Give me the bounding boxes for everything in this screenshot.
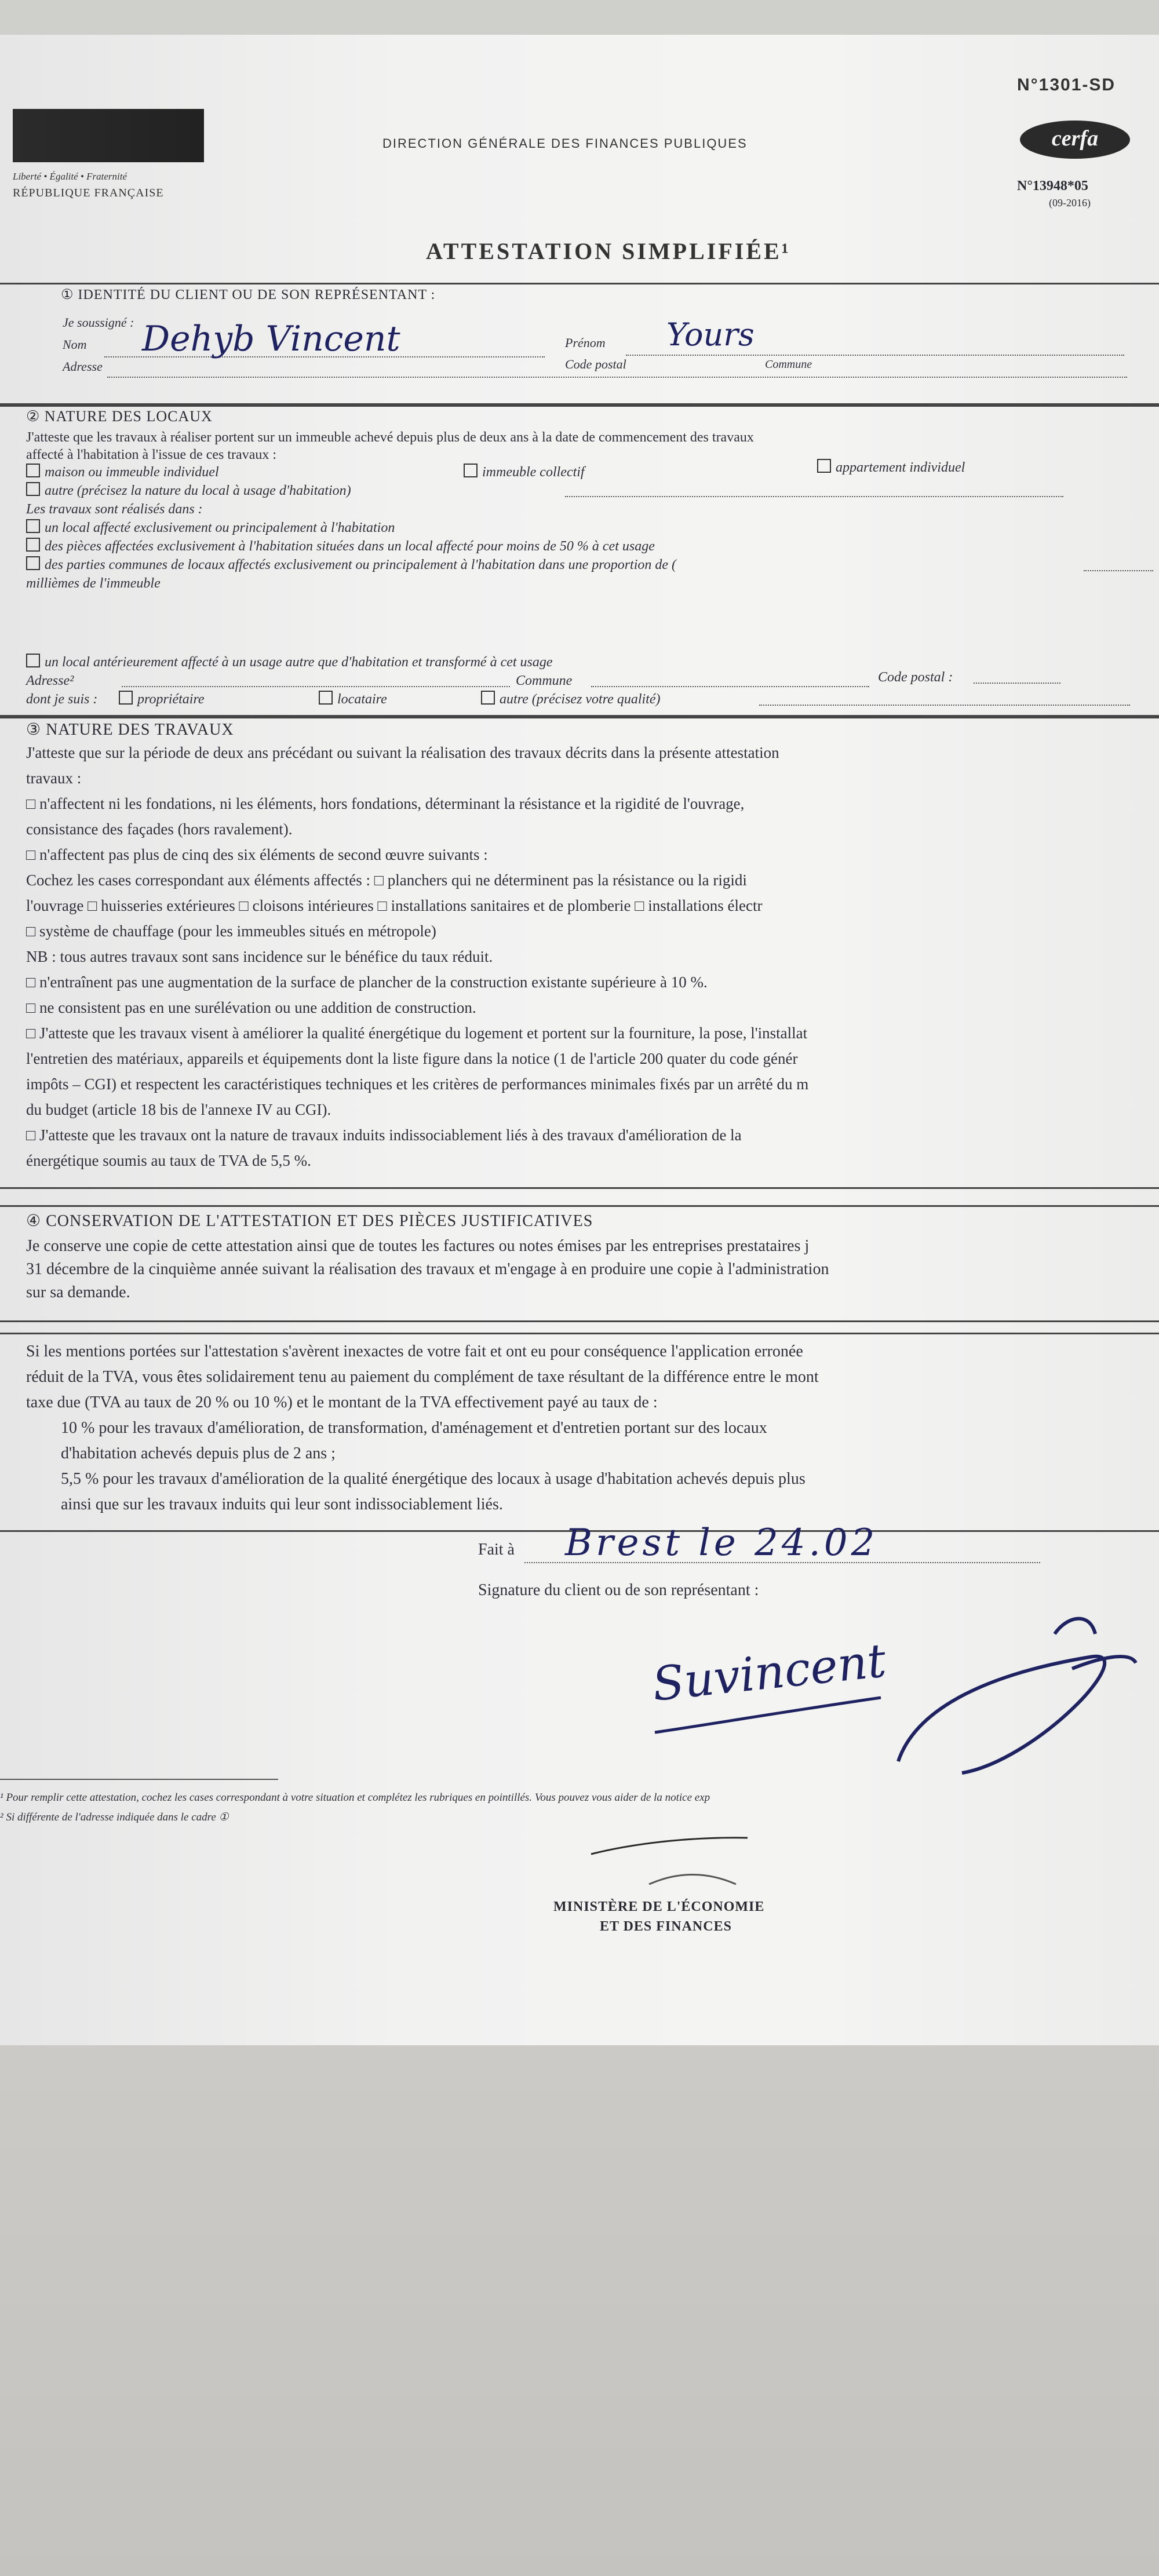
section-identity-title: ① IDENTITÉ DU CLIENT OU DE SON REPRÉSENTANT : [61,287,436,302]
notice-line: réduit de la TVA, vous êtes solidairement tenu au paiement du complément de taxe résultant de la différence entre le mont [26,1368,819,1386]
works-line: □ ne consistent pas en une surélévation ou une addition de construction. [26,999,476,1016]
soussigne-label: Je soussigné : [63,315,134,330]
commune-label: Commune [765,358,812,371]
works-line: impôts – CGI) et respectent les caractéristiques techniques et les critères de performances minimales fixés par un arrêté du m [26,1075,809,1093]
prenom-value[interactable]: Yours [666,316,755,353]
notice-line: 10 % pour les travaux d'amélioration, de transformation, d'aménagement et d'entretien portant sur des locaux [61,1419,767,1437]
works-line: du budget (article 18 bis de l'annexe IV au CGI). [26,1101,331,1118]
works-line: Cochez les cases correspondant aux éléments affectés : □ planchers qui ne déterminent pas la résistance ou la rigidi [26,871,747,889]
works-line: □ n'entraînent pas une augmentation de la surface de plancher de la construction existante supérieure à 10 %. [26,973,708,991]
direction-title: DIRECTION GÉNÉRALE DES FINANCES PUBLIQUES [382,136,748,151]
motto: Liberté • Égalité • Fraternité [13,171,127,182]
section-premises-title: ② NATURE DES LOCAUX [26,408,213,425]
works-line: □ J'atteste que les travaux visent à améliorer la qualité énergétique du logement et portent sur la fourniture, la pose, l'installat [26,1024,808,1042]
conservation-line: 31 décembre de la cinquième année suivant la réalisation des travaux et m'engage à en produire une copie à l'administration [26,1260,829,1278]
signature-drawing [0,35,1159,2045]
page-title: ATTESTATION SIMPLIFIÉE¹ [426,238,791,264]
option-autre-qualite-label: autre (précisez votre qualité) [500,692,661,707]
option-maison-label: maison ou immeuble individuel [45,465,219,480]
cerfa-logo: cerfa [1020,121,1130,159]
notice-line: d'habitation achevés depuis plus de 2 ans ; [61,1444,336,1462]
option-locataire-label: locataire [337,692,387,707]
works-line: consistance des façades (hors ravalement). [26,820,293,838]
commune2-label: Commune [516,673,573,688]
ministry-line-2: ET DES FINANCES [600,1919,732,1934]
works-line: travaux : [26,769,82,787]
ministry-line-1: MINISTÈRE DE L'ÉCONOMIE [553,1899,765,1914]
signature-label: Signature du client ou de son représentant : [478,1581,759,1599]
option-pieces-label: des pièces affectées exclusivement à l'habitation situées dans un local affecté pour moins de 50 % à cet usage [45,539,655,554]
fait-label: Fait à [478,1541,515,1559]
adresse2-label: Adresse² [26,673,74,688]
works-line: NB : tous autres travaux sont sans incidence sur le bénéfice du taux réduit. [26,948,493,965]
footnote-1: ¹ Pour remplir cette attestation, cochez les cases correspondant à votre situation et complétez les rubriques en pointillés. Vous pouvez vous aider de la notice exp [0,1791,710,1804]
section-works-title: ③ NATURE DES TRAVAUX [26,721,234,739]
cerfa-date: (09-2016) [1049,197,1091,209]
option-local-label: un local affecté exclusivement ou principalement à l'habitation [45,520,395,535]
works-line: J'atteste que sur la période de deux ans précédant ou suivant la réalisation des travaux décrits dans la présente attestation [26,744,779,761]
form-number: N°1301-SD [1017,75,1116,94]
footnote-2: ² Si différente de l'adresse indiquée dans le cadre ① [0,1811,229,1823]
notice-line: ainsi que sur les travaux induits qui leur sont indissociablement liés. [61,1495,503,1513]
realises-label: Les travaux sont réalisés dans : [26,502,203,517]
works-line: □ n'affectent pas plus de cinq des six éléments de second œuvre suivants : [26,846,488,863]
works-line: l'entretien des matériaux, appareils et équipements dont la liste figure dans la notice (1 de l'article 200 quater du code génér [26,1050,798,1067]
option-appartement-label: appartement individuel [836,460,965,475]
fait-value[interactable]: Brest le 24.02 [565,1521,879,1564]
conservation-line: sur sa demande. [26,1283,130,1301]
footnote-rule [0,1779,278,1780]
prenom-label: Prénom [565,335,606,350]
form-page [0,35,1159,2045]
works-line: □ J'atteste que les travaux ont la nature de travaux induits indissociablement liés à des travaux d'amélioration de la [26,1126,742,1144]
notice-line: taxe due (TVA au taux de 20 % ou 10 %) et le montant de la TVA effectivement payé au taux de : [26,1393,658,1411]
option-collectif-label: immeuble collectif [482,465,585,480]
notice-line: 5,5 % pour les travaux d'amélioration de la qualité énergétique des locaux à usage d'habitation achevés depuis plus [61,1470,806,1488]
nom-label: Nom [63,337,87,352]
signature-text: Suvincent [650,1633,889,1712]
option-parties-label: des parties communes de locaux affectés exclusivement ou principalement à l'habitation dans une proportion de ( [45,557,677,572]
option-anterieur-label: un local antérieurement affecté à un usage autre que d'habitation et transformé à cet usage [45,655,553,670]
cerfa-number: N°13948*05 [1017,178,1088,194]
republic-label: RÉPUBLIQUE FRANÇAISE [13,187,164,199]
works-line: □ système de chauffage (pour les immeubles situés en métropole) [26,922,436,940]
conservation-line: Je conserve une copie de cette attestation ainsi que de toutes les factures ou notes émises par les entreprises prestataires j [26,1237,810,1255]
adresse-label: Adresse [63,359,103,374]
premises-intro-2: affecté à l'habitation à l'issue de ces travaux : [26,447,277,462]
code-postal2-label: Code postal : [878,670,953,685]
premises-intro-1: J'atteste que les travaux à réaliser portent sur un immeuble achevé depuis plus de deux ans à la date de commencement des travaux [26,430,754,445]
option-proprietaire-label: propriétaire [137,692,205,707]
dont-label: dont je suis : [26,692,98,707]
works-line: □ n'affectent ni les fondations, ni les éléments, hors fondations, déterminant la résistance et la rigidité de l'ouvrage, [26,795,745,812]
code-postal-label: Code postal [565,357,626,371]
works-line: l'ouvrage □ huisseries extérieures □ cloisons intérieures □ installations sanitaires et de plomberie □ installations électr [26,897,763,914]
option-autre-label: autre (précisez la nature du local à usage d'habitation) [45,483,351,498]
section-conservation-title: ④ CONSERVATION DE L'ATTESTATION ET DES PIÈCES JUSTIFICATIVES [26,1212,593,1230]
nom-value[interactable]: Dehyb Vincent [142,319,400,359]
works-line: énergétique soumis au taux de TVA de 5,5 %. [26,1152,311,1169]
milliemes-label: millièmes de l'immeuble [26,576,161,591]
notice-line: Si les mentions portées sur l'attestation s'avèrent inexactes de votre fait et ont eu pour conséquence l'application erronée [26,1342,803,1360]
